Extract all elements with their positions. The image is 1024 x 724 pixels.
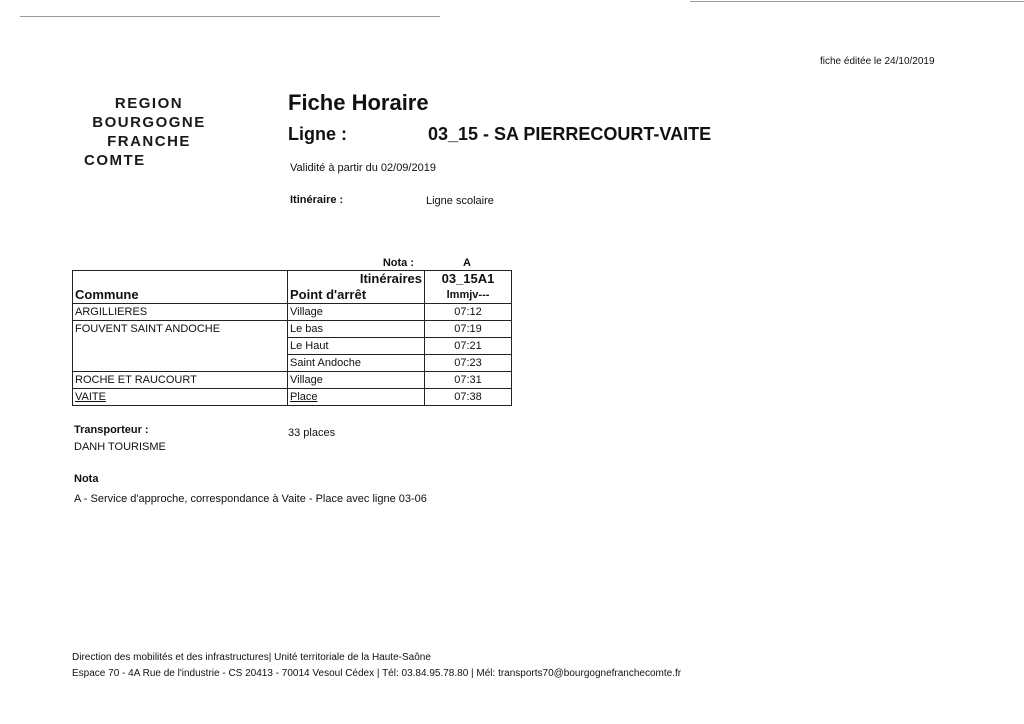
- footer-line-2: Espace 70 - 4A Rue de l'industrie - CS 20413 - 70014 Vesoul Cédex | Tél: 03.84.95.78.80 | Mél: transports70@bourgognefranchecomte.fr: [72, 668, 682, 679]
- commune-cell: [73, 338, 288, 355]
- edited-date: fiche éditée le 24/10/2019: [820, 56, 935, 67]
- table-row: [73, 321, 512, 338]
- time-cell: 07:23: [425, 355, 512, 372]
- footer-line-1: Direction des mobilités et des infrastructures| Unité territoriale de la Haute-Saône: [72, 652, 431, 663]
- ligne-label: Ligne :: [288, 124, 347, 144]
- page-title: Fiche Horaire: [288, 90, 429, 115]
- stop-header: Point d'arrêt: [288, 287, 425, 304]
- commune-cell: VAITE: [75, 391, 106, 403]
- time-cell: 07:12: [425, 304, 512, 321]
- table-row: [73, 355, 512, 372]
- logo-line: REGION: [114, 95, 184, 112]
- commune-cell: FOUVENT SAINT ANDOCHE: [75, 323, 221, 336]
- table-row: [73, 389, 512, 406]
- ligne-value: 03_15 - SA PIERRECOURT-VAITE: [428, 124, 712, 144]
- commune-cell: ARGILLIERES: [73, 304, 288, 321]
- nota-header-label: Nota :: [382, 257, 414, 269]
- days-header: lmmjv---: [425, 287, 512, 304]
- table-row: [73, 338, 512, 355]
- itineraries-header: Itinéraires: [288, 271, 425, 288]
- scan-edge-line: [20, 16, 440, 17]
- carrier-name: DANH TOURISME: [74, 441, 166, 453]
- region-logo: [84, 94, 214, 170]
- time-cell: 07:31: [425, 372, 512, 389]
- schedule-table: [72, 270, 512, 406]
- commune-cell: [73, 355, 288, 372]
- nota-header-value: A: [463, 257, 471, 269]
- route-code-header: 03_15A1: [425, 271, 512, 288]
- itinerary-label: Itinéraire :: [290, 194, 344, 206]
- stop-cell: Le bas: [288, 321, 425, 338]
- table-row: [73, 372, 512, 389]
- logo-line: BOURGOGNE: [92, 114, 206, 131]
- logo-line: FRANCHE: [107, 133, 191, 150]
- scan-edge-line: [690, 1, 1024, 2]
- seat-count: 33 places: [288, 427, 336, 439]
- notes-title: Nota: [74, 473, 99, 485]
- stop-cell: Saint Andoche: [288, 355, 425, 372]
- carrier-label: Transporteur :: [74, 424, 149, 436]
- notes-text: A - Service d'approche, correspondance à Vaite - Place avec ligne 03-06: [74, 493, 427, 505]
- validity-text: Validité à partir du 02/09/2019: [290, 162, 436, 174]
- table-row: [73, 304, 512, 321]
- stop-cell: Village: [288, 372, 425, 389]
- stop-cell: Village: [288, 304, 425, 321]
- commune-cell: ROCHE ET RAUCOURT: [73, 372, 288, 389]
- logo-line: COMTE: [84, 152, 146, 169]
- table-header-row: [73, 287, 512, 304]
- commune-header: Commune: [73, 287, 288, 304]
- table-header-row: [73, 271, 512, 288]
- itinerary-value: Ligne scolaire: [426, 195, 494, 207]
- stop-cell: Le Haut: [288, 338, 425, 355]
- time-cell: 07:21: [425, 338, 512, 355]
- time-cell: 07:38: [425, 389, 512, 406]
- stop-cell: Place: [288, 389, 425, 406]
- time-cell: 07:19: [425, 321, 512, 338]
